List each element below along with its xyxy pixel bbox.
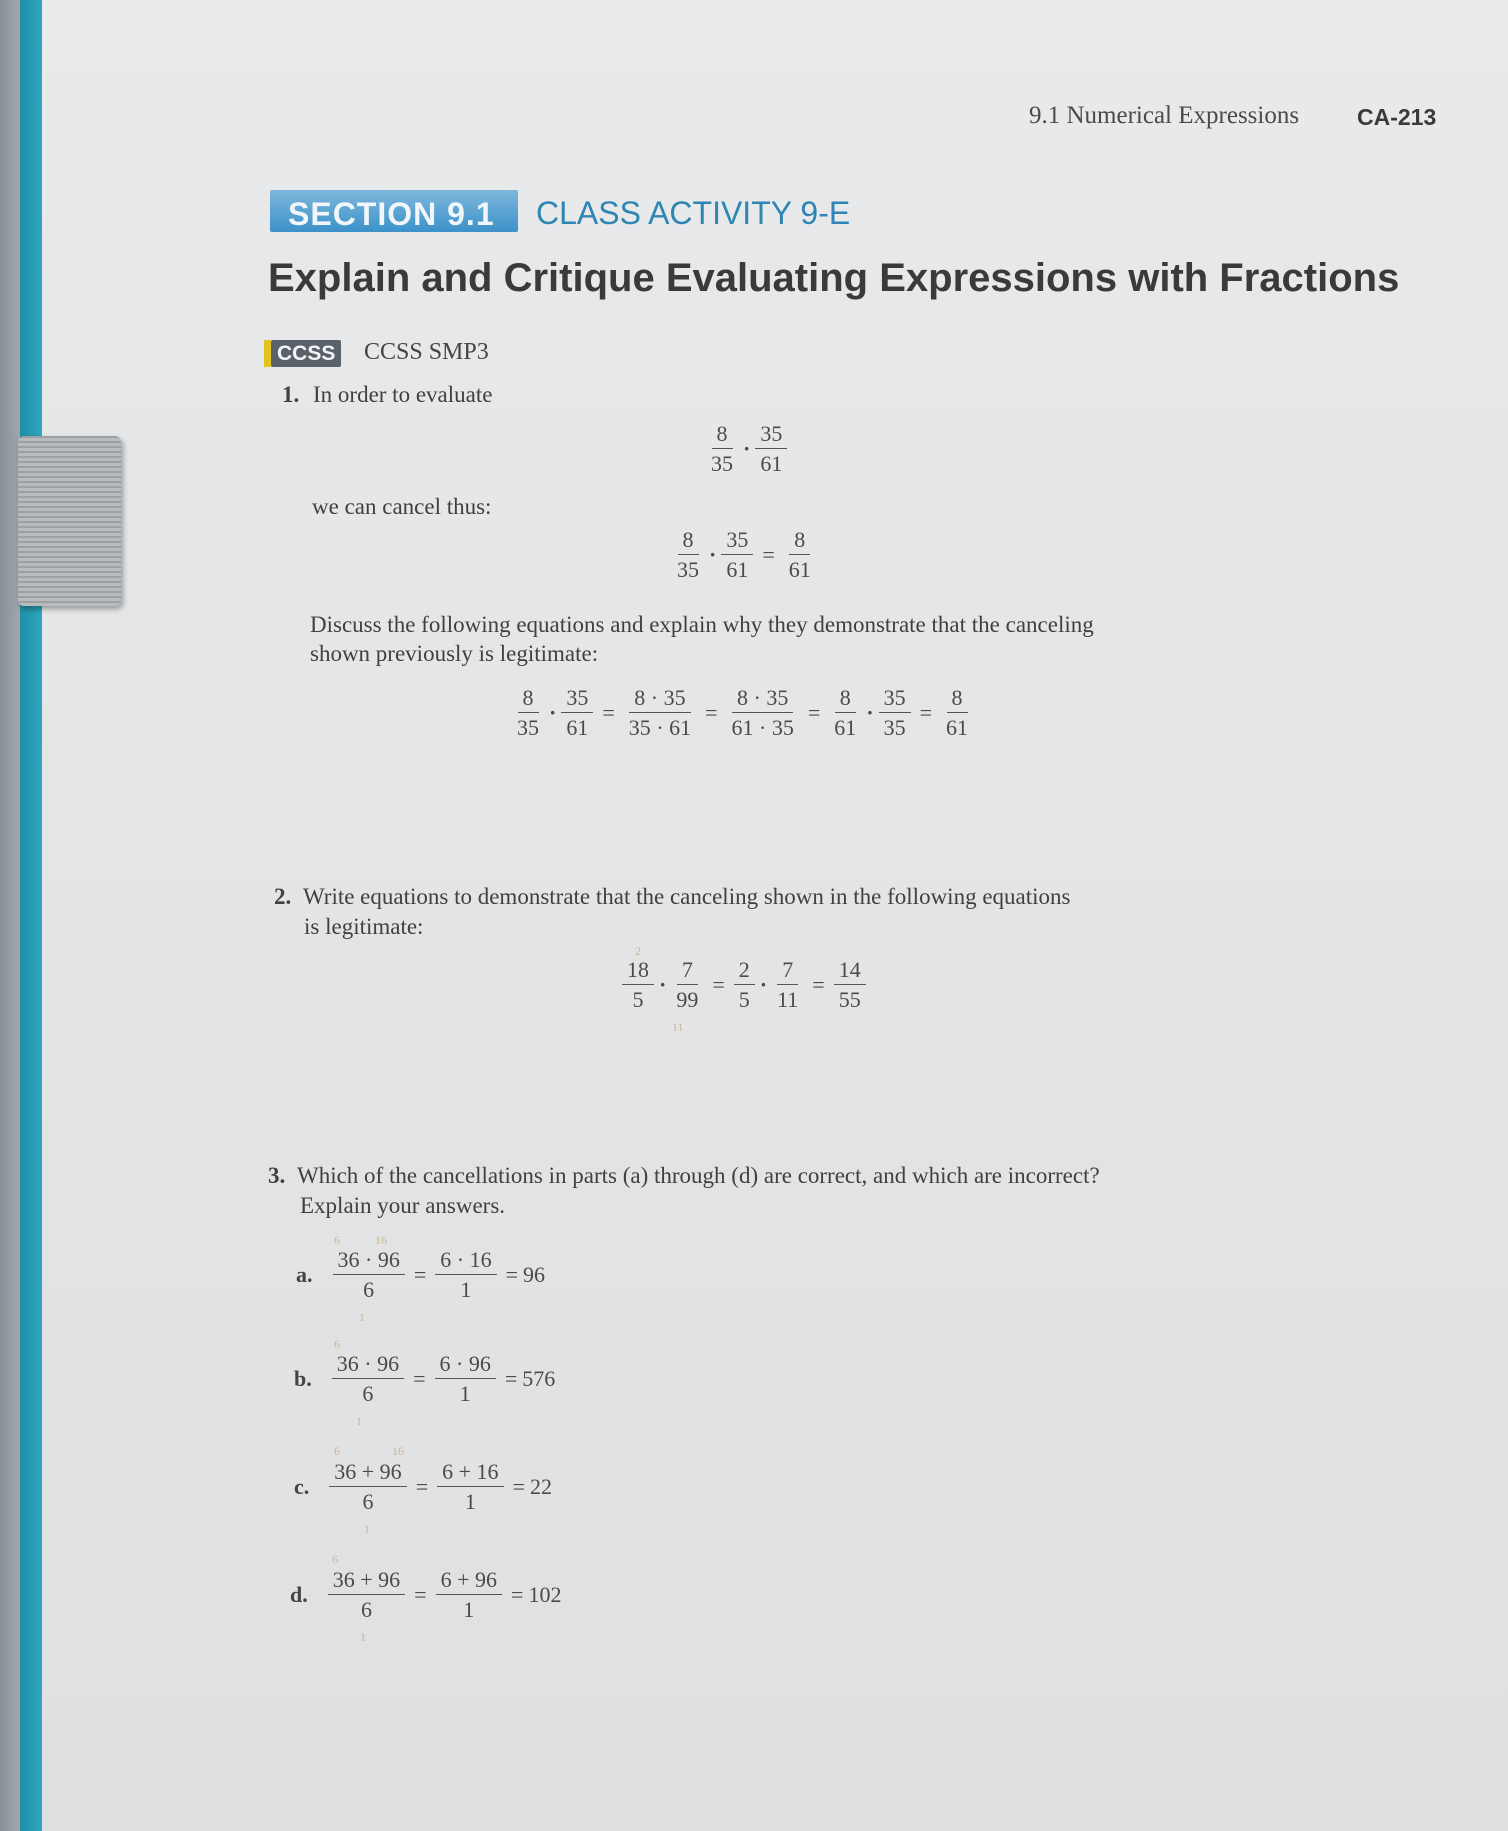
cancel-mark: 1	[359, 1310, 365, 1324]
part-label: d.	[290, 1581, 308, 1607]
section-banner	[270, 190, 518, 232]
q1-number: 1.	[282, 382, 300, 407]
q1-intro	[282, 382, 492, 408]
binder-elastic-strap	[18, 436, 121, 606]
fraction: $\frac{36 \cdot 96}{6}$	[333, 1248, 405, 1301]
fraction: $\frac{35}{61}$	[721, 528, 753, 581]
section-label: SECTION 9.1	[288, 196, 495, 232]
ccss-badge: CCSS	[271, 340, 341, 367]
q1-discuss-line1: Discuss the following equations and explain why they demonstrate that the canceling	[310, 612, 1094, 637]
fraction: $\frac{36 \cdot 96}{6}$	[332, 1352, 404, 1405]
fraction: $\frac{8 \cdot 35}{61 \cdot 35}$	[731, 685, 794, 741]
fraction: $\frac{6 \cdot 96}{1}$	[435, 1352, 496, 1405]
cancel-mark: 11	[672, 1020, 684, 1034]
cancel-mark: 6	[334, 1444, 340, 1458]
q3-line1	[268, 1163, 1100, 1189]
cancel-mark: 2	[635, 944, 641, 958]
cancel-mark: 6	[334, 1233, 340, 1247]
q1-cancel-text: we can cancel thus:	[312, 494, 492, 519]
fraction: $\frac{7}{99}$	[676, 957, 699, 1013]
q3-number: 3.	[268, 1163, 286, 1188]
cancel-mark: 1	[360, 1630, 366, 1644]
q3-part-a: a. $\frac{36 \cdot 96}{6}$ = $\frac{6 \cdot 16}{1}$ = 96	[296, 1247, 545, 1303]
fraction: $\frac{14}{55}$	[834, 958, 866, 1011]
standard-code: CCSS SMP3	[364, 339, 489, 365]
fraction: $\frac{2}{5}$	[734, 958, 755, 1011]
q3-line1-text: Which of the cancellations in parts (a) through (d) are correct, and which are incorrect?	[297, 1163, 1100, 1188]
fraction: $\frac{7}{11}$	[777, 957, 799, 1013]
cancel-mark: 1	[356, 1414, 362, 1428]
q3-line2: Explain your answers.	[300, 1193, 506, 1218]
activity-label: CLASS ACTIVITY 9-E	[536, 195, 851, 231]
q3-part-d: d. $\frac{36 + 96}{6}$ = $\frac{6 + 96}{1}$ = 102	[290, 1567, 562, 1623]
fraction: $\frac{8}{61}$	[834, 685, 857, 741]
cancel-mark: 1	[364, 1522, 370, 1536]
q1-discuss-line2: shown previously is legitimate:	[310, 641, 599, 666]
part-result: 102	[528, 1581, 562, 1607]
fraction: $\frac{6 + 16}{1}$	[437, 1460, 503, 1513]
part-label: a.	[296, 1261, 313, 1287]
q3-part-b: b. $\frac{36 \cdot 96}{6}$ = $\frac{6 \cdot 96}{1}$ = 576	[294, 1351, 556, 1407]
fraction: $\frac{8}{35}$	[711, 421, 733, 477]
q2-number: 2.	[274, 884, 292, 909]
q2-equation: $\frac{18}{5}$ · $\frac{7}{99}$ = $\frac{2}{5}$ · $\frac{7}{11}$ = $\frac{14}{55}$	[618, 958, 870, 1011]
part-label: b.	[294, 1365, 312, 1391]
cancel-mark: 16	[375, 1233, 387, 1247]
q1-equation-chain: $\frac{8}{35}$ · $\frac{35}{61}$ = $\frac{8 \cdot 35}{35 \cdot 61}$ = $\frac{8 \cdot 35}{61 \cdot 35}$ = $\frac{8}{61}$ · $\frac{35}{35}$ = $\frac{8}{61}$	[508, 686, 977, 739]
q2-line1-text: Write equations to demonstrate that the canceling shown in the following equations	[303, 884, 1071, 909]
worksheet-page	[42, 0, 1508, 1831]
part-result: 22	[529, 1473, 552, 1499]
fraction: $\frac{6 + 96}{1}$	[436, 1568, 502, 1621]
binder-edge	[20, 0, 44, 1831]
q1-cancel-equation: $\frac{8}{35}$ · $\frac{35}{61}$ = $\frac{8}{61}$	[668, 528, 820, 581]
page-title: Explain and Critique Evaluating Expressions with Fractions	[268, 256, 1400, 300]
fraction: $\frac{35}{61}$	[755, 422, 787, 475]
q2-line2: is legitimate:	[304, 914, 424, 939]
fraction: $\frac{8}{35}$	[517, 685, 539, 741]
fraction: $\frac{6 \cdot 16}{1}$	[435, 1248, 496, 1301]
part-label: c.	[294, 1473, 310, 1499]
header-page-code: CA-213	[1357, 104, 1437, 130]
fraction: $\frac{35}{61}$	[561, 686, 593, 739]
part-result: 96	[523, 1261, 545, 1287]
badge-stripe	[264, 340, 271, 367]
fraction: $\frac{8}{61}$	[788, 527, 811, 583]
cancel-mark: 6	[334, 1337, 340, 1351]
fraction: $\frac{8 \cdot 35}{35 \cdot 61}$	[628, 685, 692, 741]
fraction: $\frac{8}{61}$	[946, 685, 969, 741]
part-result: 576	[522, 1365, 556, 1391]
cancel-mark: 6	[332, 1552, 338, 1566]
fraction: $\frac{36 + 96}{6}$	[329, 1460, 406, 1513]
fraction: $\frac{36 + 96}{6}$	[328, 1568, 405, 1621]
fraction: $\frac{8}{35}$	[677, 527, 699, 583]
q3-part-c: c. $\frac{36 + 96}{6}$ = $\frac{6 + 16}{1}$ = 22	[294, 1459, 552, 1515]
q2-line1	[274, 884, 1070, 910]
q1-intro-text: In order to evaluate	[313, 382, 493, 407]
cancel-mark: 16	[392, 1444, 404, 1458]
q1-expression: $\frac{8}{35}$ · $\frac{35}{61}$	[702, 422, 791, 475]
fraction: $\frac{18}{5}$	[622, 958, 654, 1011]
fraction: $\frac{35}{35}$	[879, 686, 911, 739]
header-section-title: 9.1 Numerical Expressions	[1029, 102, 1300, 129]
